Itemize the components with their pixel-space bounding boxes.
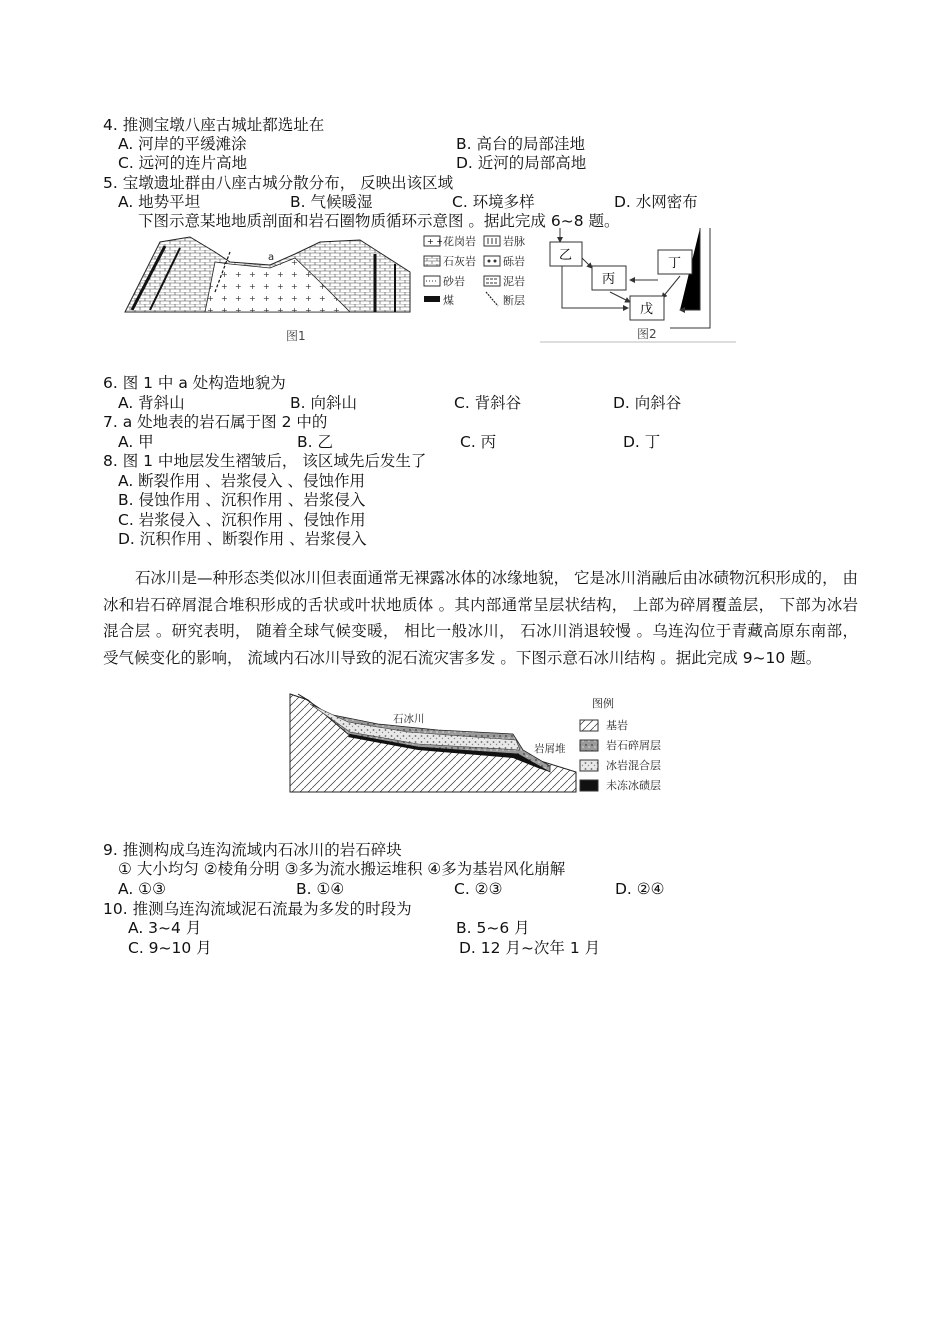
q4-option-b: B. 高台的局部洼地 <box>456 135 585 153</box>
legend-bedrock: 基岩 <box>606 719 628 732</box>
legend-mudstone: 泥岩 <box>503 275 525 288</box>
q8-option-c: C. 岩浆侵入 、沉积作用 、侵蚀作用 <box>118 511 366 529</box>
q10-stem: 10. 推测乌连沟流域泥石流最为多发的时段为 <box>103 900 412 918</box>
q10-option-b: B. 5~6 月 <box>456 919 530 937</box>
legend-dike: 岩脉 <box>503 235 525 248</box>
q4-option-a: A. 河岸的平缓滩涂 <box>118 135 247 153</box>
q4-option-c: C. 远河的连片高地 <box>118 154 248 172</box>
legend-sandstone: 砂岩 <box>443 275 465 288</box>
q10-option-c: C. 9~10 月 <box>128 939 212 957</box>
legend-granite: 花岗岩 <box>443 235 476 248</box>
figure-1-cross-section <box>120 232 420 322</box>
q10-option-a: A. 3~4 月 <box>128 919 202 937</box>
node-yi: 乙 <box>559 248 573 263</box>
q7-option-c: C. 丙 <box>460 433 497 451</box>
svg-text:+ +: + + <box>427 237 443 246</box>
q9-option-a: A. ①③ <box>118 880 166 898</box>
figure-3-legend <box>578 695 678 795</box>
q9-option-d: D. ②④ <box>615 880 665 898</box>
q7-option-b: B. 乙 <box>297 433 333 451</box>
q6-stem: 6. 图 1 中 a 处构造地貌为 <box>103 374 286 392</box>
legend-title: 图例 <box>592 697 614 710</box>
legend-debris: 岩石碎屑层 <box>606 739 661 752</box>
q8-option-b: B. 侵蚀作用 、沉积作用 、岩浆侵入 <box>118 491 366 509</box>
legend-fault: 断层 <box>503 294 525 307</box>
label-rock-glacier: 石冰川 <box>393 713 425 725</box>
q9-option-c: C. ②③ <box>454 880 503 898</box>
q8-stem: 8. 图 1 中地层发生褶皱后， 该区域先后发生了 <box>103 452 427 470</box>
node-wu: 戊 <box>640 302 654 317</box>
figure-2-caption: 图2 <box>637 327 657 341</box>
label-talus: 岩屑堆 <box>534 743 566 755</box>
node-ding: 丁 <box>668 256 682 271</box>
q7-option-a: A. 甲 <box>118 433 154 451</box>
legend-ice-rock: 冰岩混合层 <box>606 759 661 772</box>
q9-option-b: B. ①④ <box>296 880 345 898</box>
q5-option-c: C. 环境多样 <box>452 193 535 211</box>
q6-option-b: B. 向斜山 <box>290 394 357 412</box>
q6-option-a: A. 背斜山 <box>118 394 185 412</box>
q5-option-a: A. 地势平坦 <box>118 193 201 211</box>
figure-1-caption: 图1 <box>286 329 306 343</box>
figure-1-legend <box>422 234 542 310</box>
q8-option-d: D. 沉积作用 、断裂作用 、岩浆侵入 <box>118 530 367 548</box>
legend-till: 未冻冰碛层 <box>606 779 661 792</box>
rock-glacier-passage: 石冰川是—种形态类似冰川但表面通常无裸露冰体的冰缘地貌， 它是冰川消融后由冰碛物沉积形成的， 由冰和岩石碎屑混合堆积形成的舌状或叶状地质体 。其内部通常呈层状结构， 上部为碎屑覆盖层， 下部为冰岩混合层 。研究表明， 随着全球气候变暖， 相比一般冰川， 石冰川消退较慢 。乌连沟位于青藏高原东南部， 受气候变化的影响， 流域内石冰川导致的泥石流灾害多发 。下图示意石冰川结构 。据此完成 9~10 题。 <box>103 569 858 667</box>
legend-coal: 煤 <box>443 294 454 307</box>
q9-statements: ① 大小均匀 ②棱角分明 ③多为流水搬运堆积 ④多为基岩风化崩解 <box>118 860 566 878</box>
node-bing: 丙 <box>602 272 616 287</box>
q5-stem: 5. 宝墩遗址群由八座古城分散分布， 反映出该区域 <box>103 174 454 192</box>
q8-option-a: A. 断裂作用 、岩浆侵入 、侵蚀作用 <box>118 472 366 490</box>
legend-conglomerate: 砾岩 <box>503 255 525 268</box>
legend-limestone: 石灰岩 <box>443 255 476 268</box>
q7-option-d: D. 丁 <box>623 433 661 451</box>
point-a-label: a <box>268 252 275 263</box>
q5-option-b: B. 气候暖湿 <box>290 193 373 211</box>
q9-stem: 9. 推测构成乌连沟流域内石冰川的岩石碎块 <box>103 841 402 859</box>
q5-option-d: D. 水网密布 <box>614 193 698 211</box>
q4-stem: 4. 推测宝墩八座古城址都选址在 <box>103 116 325 134</box>
figure-3-rock-glacier <box>288 692 578 796</box>
q6-option-c: C. 背斜谷 <box>454 394 522 412</box>
q4-option-d: D. 近河的局部高地 <box>456 154 587 172</box>
q10-option-d: D. 12 月~次年 1 月 <box>459 939 601 957</box>
q6-option-d: D. 向斜谷 <box>613 394 682 412</box>
intro-6-8: 下图示意某地地质剖面和岩石圈物质循环示意图 。据此完成 6~8 题。 <box>138 212 620 230</box>
q7-stem: 7. a 处地表的岩石属于图 2 中的 <box>103 413 328 431</box>
